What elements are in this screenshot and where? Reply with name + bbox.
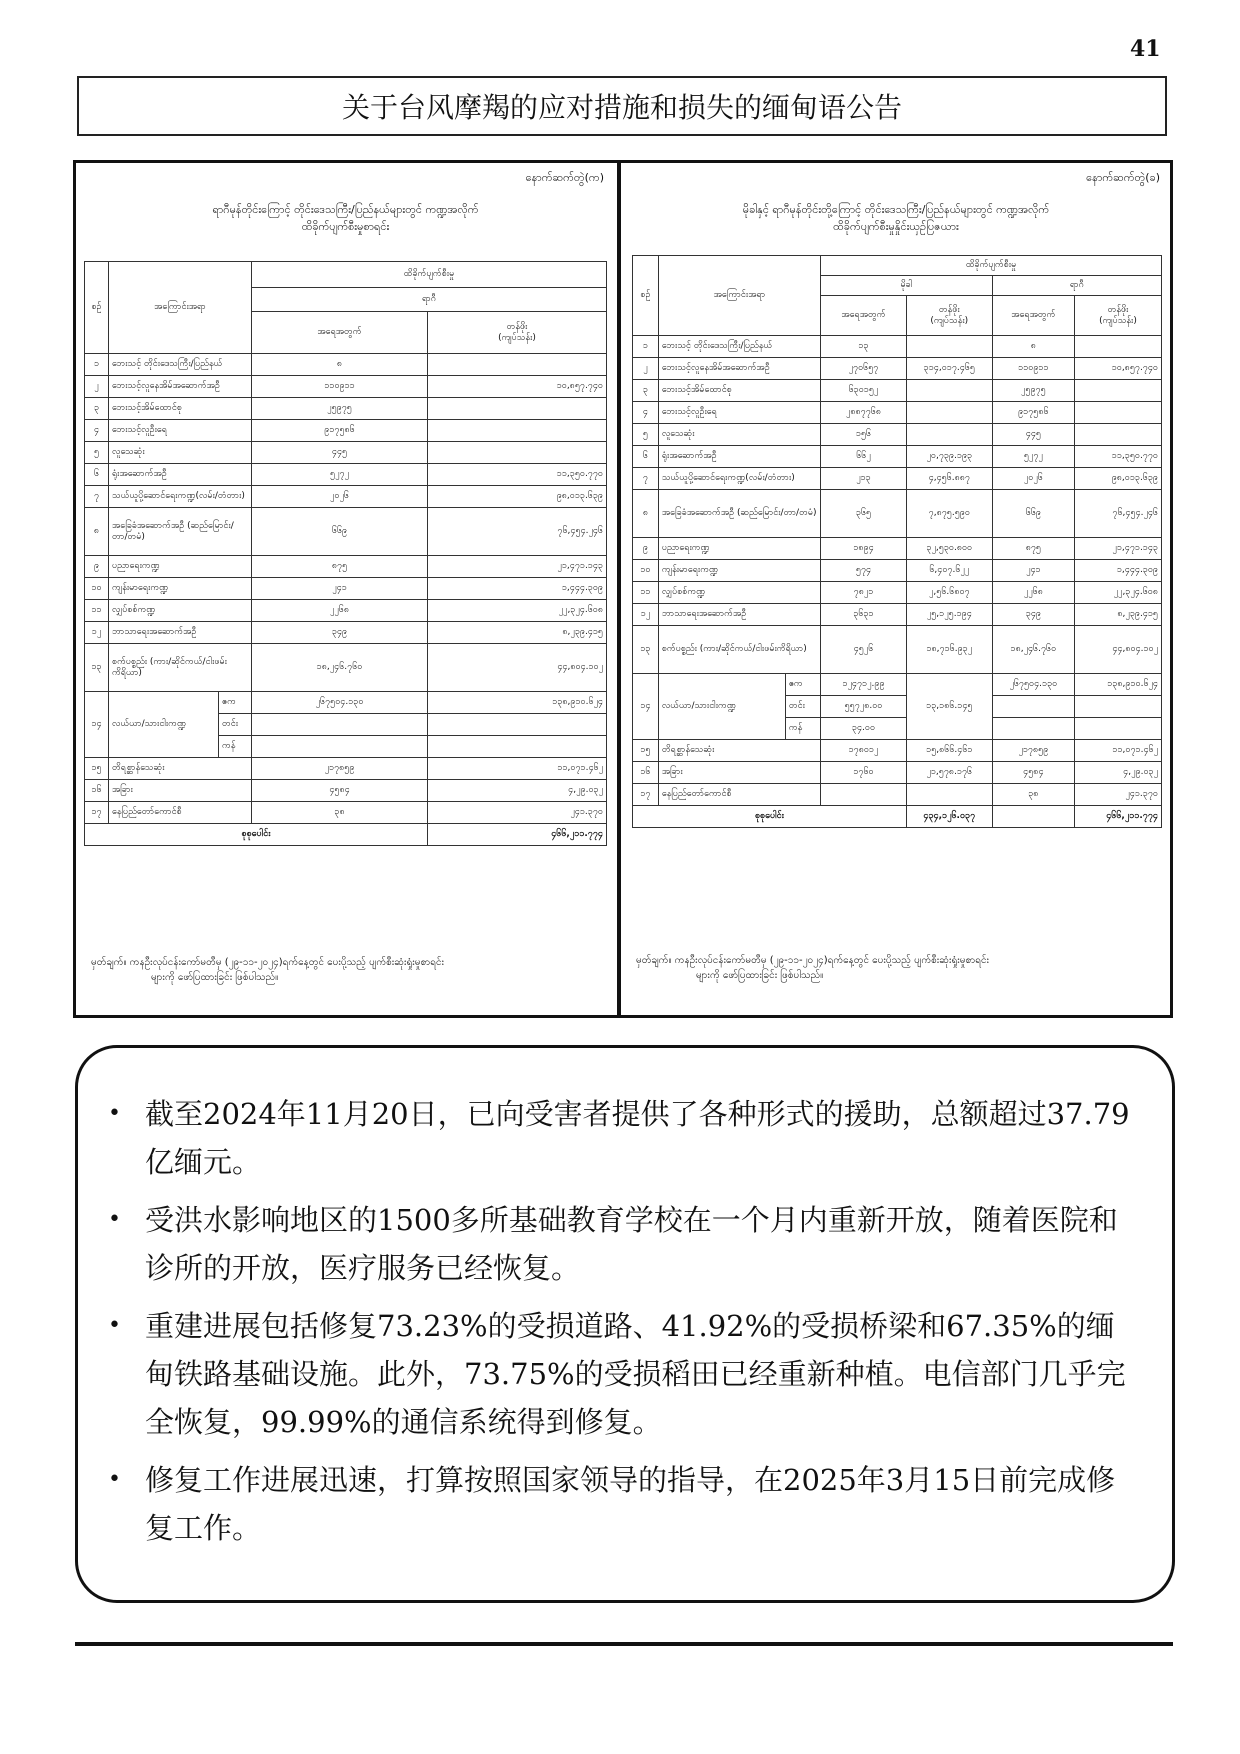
row-mocha-qty: ၅၇၄ <box>821 560 907 582</box>
row-mocha-qty: ၄၅၂၆ <box>821 626 907 674</box>
row-item: စက်ပစ္စည်း (ကား/ဆိုင်ကယ်/ငါးဖမ်းကိရိယာ) <box>658 626 820 674</box>
row-yagi-value: ၄,၂၉.၀၃၂ <box>1074 762 1161 784</box>
row-yagi-value: ၇၆,၄၅၄.၂၄၆ <box>1074 490 1161 538</box>
col-header-item: အကြောင်းအရာ <box>109 262 252 354</box>
annex-b-heading <box>622 201 1170 235</box>
table-row <box>85 692 607 714</box>
row-number: ၁ <box>633 336 659 358</box>
annex-a-panel <box>77 163 614 1015</box>
row-value <box>428 354 607 376</box>
row-number: ၁၇ <box>633 784 659 806</box>
row-yagi-qty <box>992 696 1074 718</box>
total-row <box>85 824 607 846</box>
row-mocha-qty: ၁၅၆ <box>821 424 907 446</box>
row-value: ၁,၄၄၄.၃၀၉ <box>428 578 607 600</box>
col-header-value-label: တန်ဖိုး <box>506 321 528 332</box>
annex-b-table <box>632 255 1162 828</box>
col-header-mocha-value <box>906 296 992 336</box>
row-value <box>428 714 607 736</box>
row-yagi-qty: ၁၈,၂၄၆.၇၆၀ <box>992 626 1074 674</box>
row-item: ရုံးအဆောက်အဦ <box>658 446 820 468</box>
row-item: လျှပ်စစ်ကဏ္ဍ <box>109 600 252 622</box>
row-mocha-value: ၃၂,၅၃၀.၈၀၀ <box>906 538 992 560</box>
row-qty: ၂၂၆၈ <box>252 600 428 622</box>
col-header-no: စဉ် <box>633 256 659 336</box>
row-subunit: ကန် <box>785 718 820 740</box>
row-mocha-value: ၂၅,၁၂၅.၁၉၄ <box>906 604 992 626</box>
table-row <box>633 358 1162 380</box>
row-subunit: တင်း <box>219 714 252 736</box>
row-mocha-qty: ၁၇၈၀၁၂ <box>821 740 907 762</box>
row-number: ၈ <box>85 508 109 556</box>
table-row <box>633 468 1162 490</box>
col-header-value-unit: (ကျပ်သန်း) <box>930 315 969 326</box>
list-item-text: 修复工作进展迅速，打算按照国家领导的指导，在2025年3月15日前完成修复工作。 <box>145 1463 1116 1545</box>
row-number: ၁၆ <box>633 762 659 784</box>
list-item-text: 截至2024年11月20日，已向受害者提供了各种形式的援助，总额超过37.79亿缅元。 <box>145 1097 1130 1179</box>
annex-a-table <box>84 261 607 846</box>
col-header-value-unit: (ကျပ်သန်း) <box>498 332 536 343</box>
annex-divider <box>617 160 621 1018</box>
table-row <box>633 784 1162 806</box>
row-number: ၃ <box>85 398 109 420</box>
page-title: 关于台风摩羯的应对措施和损失的缅甸语公告 <box>77 76 1167 136</box>
row-value <box>428 736 607 758</box>
row-mocha-qty: ၂၇၀၆၅၇ <box>821 358 907 380</box>
annex-b-note <box>636 953 1160 983</box>
row-yagi-value <box>1074 424 1161 446</box>
row-number: ၃ <box>633 380 659 402</box>
row-yagi-qty: ၂၁၇၈၅၉ <box>992 740 1074 762</box>
list-item <box>100 1456 1140 1552</box>
row-yagi-value: ၉၈,၀၁၃.၆၃၉ <box>1074 468 1161 490</box>
row-mocha-qty: ၁၈၉၄ <box>821 538 907 560</box>
col-header-value-unit: (ကျပ်သန်း) <box>1099 315 1137 326</box>
col-header-item: အကြောင်းအရာ <box>658 256 820 336</box>
row-yagi-value <box>1074 718 1161 740</box>
row-mocha-value: ၂၀,၇၃၉.၁၉၃ <box>906 446 992 468</box>
row-number: ၁၄ <box>633 674 659 740</box>
row-value: ၁၀,၈၅၇.၇၄၀ <box>428 376 607 398</box>
table-row <box>633 674 1162 696</box>
row-subunit: တင်း <box>785 696 820 718</box>
row-item: လယ်ယာ/သားငါးကဏ္ဍ <box>109 692 219 758</box>
row-mocha-value: ၂,၅၆.၆၈၀၇ <box>906 582 992 604</box>
bullet-icon: • <box>108 1313 121 1338</box>
row-number: ၁၂ <box>633 604 659 626</box>
annex-a-note-line1: ကနဦးလုပ်ငန်းကော်မတီမှ (၂၉-၁၁-၂၀၂၄)ရက်နေ့တွင် ပေးပို့သည့် ပျက်စီးဆုံးရှုံးမှုစာရင်း <box>129 957 445 968</box>
row-mocha-qty: ၃၄.၀၀ <box>821 718 907 740</box>
row-number: ၁ <box>85 354 109 376</box>
row-yagi-value <box>1074 696 1161 718</box>
annex-b-note-label: မှတ်ချက်။ <box>636 955 672 966</box>
row-value: ၈,၂၃၉.၄၁၅ <box>428 622 607 644</box>
row-mocha-qty: ၃၆၃၁ <box>821 604 907 626</box>
row-yagi-qty: ၈၇၅ <box>992 538 1074 560</box>
row-number: ၁၁ <box>85 600 109 622</box>
list-item <box>100 1090 1140 1186</box>
row-item: အခြေခံအဆောက်အဦ (ဆည်မြောင်း/တာ/တမံ) <box>109 508 252 556</box>
row-number: ၂ <box>633 358 659 380</box>
row-qty: ၂၄၁ <box>252 578 428 600</box>
annex-a-heading-line2: ထိခိုက်ပျက်စီးမှုစာရင်း <box>301 220 390 233</box>
row-mocha-value: ၂၁,၅၇၈.၁၇၆ <box>906 762 992 784</box>
row-mocha-value: ၄,၄၅၆.၈၈၇ <box>906 468 992 490</box>
col-header-qty: အရေအတွက် <box>252 312 428 354</box>
total-value: ၄၆၆,၂၁၁.၇၇၄ <box>428 824 607 846</box>
row-qty: ၂၅၉၇၅ <box>252 398 428 420</box>
table-row <box>85 354 607 376</box>
row-yagi-qty: ၆၆၉ <box>992 490 1074 538</box>
row-mocha-qty: ၆၆၂ <box>821 446 907 468</box>
row-qty: ၂၀၂၆ <box>252 486 428 508</box>
row-number: ၁၇ <box>85 802 109 824</box>
row-mocha-qty: ၁၃ <box>821 336 907 358</box>
row-yagi-value: ၁၁,၀၇၁.၄၆၂ <box>1074 740 1161 762</box>
table-row <box>633 446 1162 468</box>
row-value: ၁၃၈,၉၁၀.၆၂၄ <box>428 692 607 714</box>
row-mocha-value: ၁၈,၇၁၆.၉၃၂ <box>906 626 992 674</box>
row-qty: ၁၁၀၉၁၁ <box>252 376 428 398</box>
list-item <box>100 1302 1140 1446</box>
total-label: စုစုပေါင်း <box>85 824 428 846</box>
row-number: ၄ <box>85 420 109 442</box>
row-yagi-value <box>1074 336 1161 358</box>
row-mocha-qty: ၅၅၇၂၈.၀၀ <box>821 696 907 718</box>
row-yagi-value: ၁၁,၃၅၀.၇၇၀ <box>1074 446 1161 468</box>
table-row <box>85 376 607 398</box>
row-qty: ၉၁၇၅၈၆ <box>252 420 428 442</box>
table-row <box>85 644 607 692</box>
row-item: ပညာရေးကဏ္ဍ <box>109 556 252 578</box>
table-row <box>633 424 1162 446</box>
table-row <box>85 758 607 780</box>
col-header-yagi-qty: အရေအတွက် <box>992 296 1074 336</box>
row-item: ကျန်းမာရေးကဏ္ဍ <box>109 578 252 600</box>
row-item: ဘေးသင့်လူဦးရေ <box>109 420 252 442</box>
annex-a-note-label: မှတ်ချက်။ <box>91 957 127 968</box>
row-mocha-value <box>906 784 992 806</box>
row-number: ၆ <box>85 464 109 486</box>
row-mocha-qty: ၆၃၀၁၅၂ <box>821 380 907 402</box>
row-item: ကျန်းမာရေးကဏ္ဍ <box>658 560 820 582</box>
row-item: ဘေးသင့် တိုင်းဒေသကြီး/ပြည်နယ် <box>658 336 820 358</box>
row-mocha-qty: ၇၈၂၁ <box>821 582 907 604</box>
row-yagi-value: ၁၀,၈၅၇.၇၄၀ <box>1074 358 1161 380</box>
row-value: ၂၄၁.၃၇၀ <box>428 802 607 824</box>
row-number: ၈ <box>633 490 659 538</box>
annex-b-heading-line2: ထိခိုက်ပျက်စီးမှုနှိုင်းယှဉ်ပြဇယား <box>833 220 959 233</box>
table-row <box>633 582 1162 604</box>
table-row <box>633 490 1162 538</box>
table-row <box>85 780 607 802</box>
row-number: ၆ <box>633 446 659 468</box>
row-qty: ၂၁၇၈၅၉ <box>252 758 428 780</box>
table-row <box>633 336 1162 358</box>
list-item-text: 重建进展包括修复73.23%的受损道路、41.92%的受损桥梁和67.35%的缅甸铁路基础设施。此外，73.75%的受损稻田已经重新种植。电信部门几乎完全恢复，99.99%的通信系统得到修复。 <box>145 1309 1126 1439</box>
row-number: ၁၃ <box>85 644 109 692</box>
total-label: စုစုပေါင်း <box>633 806 907 828</box>
row-item: လူသေဆုံး <box>658 424 820 446</box>
row-mocha-value: ၃၁၄,၀၁၇.၄၆၅ <box>906 358 992 380</box>
row-number: ၁၅ <box>633 740 659 762</box>
row-item: စက်ပစ္စည်း (ကား/ဆိုင်ကယ်/ငါးဖမ်းကိရိယာ) <box>109 644 252 692</box>
col-header-value <box>428 312 607 354</box>
row-item: ဘာသာရေးအဆောက်အဦ <box>109 622 252 644</box>
row-subunit: ဧက <box>219 692 252 714</box>
annex-b-heading-line1: မိုခါနှင့် ရာဂီမုန်တိုင်းတို့ကြောင့် တိုင်းဒေသကြီး/ပြည်နယ်များတွင် ကဏ္ဍအလိုက် <box>742 203 1050 216</box>
row-item: လူသေဆုံး <box>109 442 252 464</box>
row-number: ၇ <box>633 468 659 490</box>
row-number: ၅ <box>633 424 659 446</box>
summary-list <box>100 1090 1140 1562</box>
bullet-icon: • <box>108 1207 121 1232</box>
row-value <box>428 442 607 464</box>
page-number: 41 <box>1130 36 1161 62</box>
row-yagi-qty: ၂၂၆၈ <box>992 582 1074 604</box>
col-header-yagi: ရာဂီ <box>252 288 607 312</box>
row-yagi-qty: ၃၈ <box>992 784 1074 806</box>
table-row <box>85 486 607 508</box>
table-row <box>633 762 1162 784</box>
row-qty: ၄၄၅ <box>252 442 428 464</box>
row-yagi-qty: ၈ <box>992 336 1074 358</box>
annex-b-label: နောက်ဆက်တွဲ(ခ) <box>1086 171 1160 184</box>
row-number: ၁၆ <box>85 780 109 802</box>
row-mocha-value <box>906 336 992 358</box>
row-value: ၁၁,၃၅၀.၇၇၀ <box>428 464 607 486</box>
row-mocha-qty: ၁၂၄၇၁၂.၉၉ <box>821 674 907 696</box>
row-yagi-qty: ၉၁၇၅၈၆ <box>992 402 1074 424</box>
bullet-icon: • <box>108 1467 121 1492</box>
row-value: ၄၄,၈၀၄.၁၀၂ <box>428 644 607 692</box>
total-mocha-value: ၄၃၄,၁၂၆.၀၃၇ <box>906 806 992 828</box>
row-yagi-value <box>1074 402 1161 424</box>
row-mocha-qty: ၃၆၅ <box>821 490 907 538</box>
row-yagi-value: ၂၄၁.၃၇၀ <box>1074 784 1161 806</box>
row-yagi-qty: ၂၄၁ <box>992 560 1074 582</box>
row-value: ၂၂,၃၂၄.၆၀၈ <box>428 600 607 622</box>
row-number: ၂ <box>85 376 109 398</box>
row-item: သယ်ယူပို့ဆောင်ရေးကဏ္ဍ(လမ်း/တံတား) <box>658 468 820 490</box>
table-row <box>85 398 607 420</box>
col-header-mocha-qty: အရေအတွက် <box>821 296 907 336</box>
list-item <box>100 1196 1140 1292</box>
row-item: ရုံးအဆောက်အဦ <box>109 464 252 486</box>
row-mocha-qty: ၂၈၈၇၇၆၈ <box>821 402 907 424</box>
row-value: ၁၁,၀၇၁.၄၆၂ <box>428 758 607 780</box>
row-number: ၁၅ <box>85 758 109 780</box>
row-subunit: ဧက <box>785 674 820 696</box>
row-number: ၁၀ <box>85 578 109 600</box>
table-row <box>633 560 1162 582</box>
row-item: နေပြည်တော်ကောင်စီ <box>658 784 820 806</box>
row-number: ၉ <box>85 556 109 578</box>
row-number: ၁၄ <box>85 692 109 758</box>
col-header-mocha: မိုခါ <box>821 276 993 296</box>
row-yagi-value: ၂၁,၄၇၁.၁၄၃ <box>1074 538 1161 560</box>
row-yagi-qty: ၂၀၂၆ <box>992 468 1074 490</box>
row-item: တိရစ္ဆာန်သေဆုံး <box>658 740 820 762</box>
annex-b-note-line2: များကို ဖော်ပြထားခြင်း ဖြစ်ပါသည်။ <box>696 970 824 981</box>
total-yagi-value: ၄၆၆,၂၁၁.၇၇၄ <box>1074 806 1161 828</box>
row-yagi-qty: ၁၁၀၉၁၁ <box>992 358 1074 380</box>
row-number: ၅ <box>85 442 109 464</box>
col-header-yagi: ရာဂီ <box>992 276 1161 296</box>
row-qty: ၃၄၉ <box>252 622 428 644</box>
row-qty: ၂၆၇၅၀၄.၁၃၀ <box>252 692 428 714</box>
col-header-damage: ထိခိုက်ပျက်စီးမှု <box>821 256 1162 276</box>
row-mocha-value: ၇,၈၇၅.၅၉၀ <box>906 490 992 538</box>
row-mocha-value: ၁၃,၁၈၆.၁၄၅ <box>906 674 992 740</box>
row-item: အခြေခံအဆောက်အဦ (ဆည်မြောင်း/တာ/တမံ) <box>658 490 820 538</box>
annex-a-label: နောက်ဆက်တွဲ(က) <box>525 171 604 184</box>
row-item: သယ်ယူပို့ဆောင်ရေးကဏ္ဍ(လမ်း/တံတား) <box>109 486 252 508</box>
table-row <box>85 802 607 824</box>
row-mocha-value <box>906 402 992 424</box>
row-item: ဘာသာရေးအဆောက်အဦ <box>658 604 820 626</box>
row-yagi-value: ၄၄,၈၀၄.၁၀၂ <box>1074 626 1161 674</box>
table-row <box>85 556 607 578</box>
row-qty: ၁၈,၂၄၆.၇၆၀ <box>252 644 428 692</box>
col-header-value-label: တန်ဖိုး <box>1107 304 1129 315</box>
row-item: အခြား <box>658 762 820 784</box>
table-row <box>633 626 1162 674</box>
row-item: အခြား <box>109 780 252 802</box>
table-row <box>633 740 1162 762</box>
row-item: နေပြည်တော်ကောင်စီ <box>109 802 252 824</box>
row-value: ၂၁,၄၇၁.၁၄၃ <box>428 556 607 578</box>
row-item: လယ်ယာ/သားငါးကဏ္ဍ <box>658 674 785 740</box>
row-yagi-qty: ၃၄၉ <box>992 604 1074 626</box>
col-header-no: စဉ် <box>85 262 109 354</box>
row-item: ဘေးသင့်လူနေအိမ်အဆောက်အဦ <box>658 358 820 380</box>
annex-b-panel <box>622 163 1170 1015</box>
list-item-text: 受洪水影响地区的1500多所基础教育学校在一个月内重新开放，随着医院和诊所的开放，医疗服务已经恢复。 <box>145 1203 1118 1285</box>
row-mocha-qty: ၁၇၆၀ <box>821 762 907 784</box>
row-number: ၁၁ <box>633 582 659 604</box>
row-value: ၉၈,၀၁၃.၆၃၉ <box>428 486 607 508</box>
row-number: ၁၂ <box>85 622 109 644</box>
row-item: ဘေးသင့်လူဦးရေ <box>658 402 820 424</box>
row-mocha-qty: ၂၁၃ <box>821 468 907 490</box>
table-row <box>85 622 607 644</box>
row-number: ၉ <box>633 538 659 560</box>
row-qty: ၈ <box>252 354 428 376</box>
row-mocha-qty <box>821 784 907 806</box>
bottom-rule <box>75 1642 1173 1646</box>
row-value <box>428 420 607 442</box>
row-yagi-qty: ၄၄၅ <box>992 424 1074 446</box>
row-number: ၁၃ <box>633 626 659 674</box>
row-mocha-value: ၁၅,၈၆၆.၄၆၁ <box>906 740 992 762</box>
total-yagi-qty <box>992 806 1074 828</box>
row-item: ဘေးသင့်အိမ်ထောင်စု <box>109 398 252 420</box>
row-item: ဘေးသင့်အိမ်ထောင်စု <box>658 380 820 402</box>
row-yagi-qty: ၅၂၇၂ <box>992 446 1074 468</box>
row-qty: ၃၈ <box>252 802 428 824</box>
annex-a-heading <box>77 201 614 235</box>
table-row <box>633 380 1162 402</box>
row-yagi-value: ၂၂,၃၂၄.၆၀၈ <box>1074 582 1161 604</box>
row-number: ၄ <box>633 402 659 424</box>
row-yagi-value <box>1074 380 1161 402</box>
row-qty: ၄၅၈၄ <box>252 780 428 802</box>
row-item: ပညာရေးကဏ္ဍ <box>658 538 820 560</box>
table-row <box>85 464 607 486</box>
row-qty: ၆၆၉ <box>252 508 428 556</box>
row-value: ၄,၂၉.၀၃၂ <box>428 780 607 802</box>
col-header-yagi-value <box>1074 296 1161 336</box>
table-row <box>633 538 1162 560</box>
row-yagi-qty: ၂၅၉၇၅ <box>992 380 1074 402</box>
row-mocha-value <box>906 380 992 402</box>
row-number: ၁၀ <box>633 560 659 582</box>
row-qty <box>252 714 428 736</box>
row-qty: ၈၇၅ <box>252 556 428 578</box>
row-mocha-value: ၆,၄၀၇.၆၂၂ <box>906 560 992 582</box>
row-number: ၇ <box>85 486 109 508</box>
row-item: တိရစ္ဆာန်သေဆုံး <box>109 758 252 780</box>
annex-a-note-line2: များကို ဖော်ပြထားခြင်း ဖြစ်ပါသည်။ <box>151 972 279 983</box>
row-item: လျှပ်စစ်ကဏ္ဍ <box>658 582 820 604</box>
row-yagi-qty: ၂၆၇၅၀၄.၁၃၀ <box>992 674 1074 696</box>
row-item: ဘေးသင့်လူနေအိမ်အဆောက်အဦ <box>109 376 252 398</box>
annex-a-note <box>91 955 604 985</box>
table-row <box>85 600 607 622</box>
row-qty <box>252 736 428 758</box>
row-yagi-value: ၁၃၈,၉၁၀.၆၂၄ <box>1074 674 1161 696</box>
table-row <box>85 508 607 556</box>
row-item: ဘေးသင့် တိုင်းဒေသကြီး/ပြည်နယ် <box>109 354 252 376</box>
row-subunit: ကန် <box>219 736 252 758</box>
col-header-damage: ထိခိုက်ပျက်စီးမှု <box>252 262 607 288</box>
table-row <box>85 420 607 442</box>
row-mocha-value <box>906 424 992 446</box>
table-row <box>633 604 1162 626</box>
row-yagi-value: ၁,၄၄၄.၃၀၉ <box>1074 560 1161 582</box>
row-value: ၇၆,၄၅၄.၂၄၆ <box>428 508 607 556</box>
annex-a-heading-line1: ရာဂီမုန်တိုင်းကြောင့် တိုင်းဒေသကြီး/ပြည်နယ်များတွင် ကဏ္ဍအလိုက် <box>212 203 479 216</box>
total-row <box>633 806 1162 828</box>
row-yagi-value: ၈,၂၃၉.၄၁၅ <box>1074 604 1161 626</box>
row-yagi-qty <box>992 718 1074 740</box>
row-yagi-qty: ၄၅၈၄ <box>992 762 1074 784</box>
table-row <box>85 578 607 600</box>
table-row <box>633 402 1162 424</box>
row-qty: ၅၂၇၂ <box>252 464 428 486</box>
table-row <box>85 442 607 464</box>
row-value <box>428 398 607 420</box>
annex-b-note-line1: ကနဦးလုပ်ငန်းကော်မတီမှ (၂၉-၁၁-၂၀၂၄)ရက်နေ့တွင် ပေးပို့သည့် ပျက်စီးဆုံးရှုံးမှုစာရင်း <box>674 955 990 966</box>
bullet-icon: • <box>108 1101 121 1126</box>
col-header-value-label: တန်ဖိုး <box>938 304 960 315</box>
